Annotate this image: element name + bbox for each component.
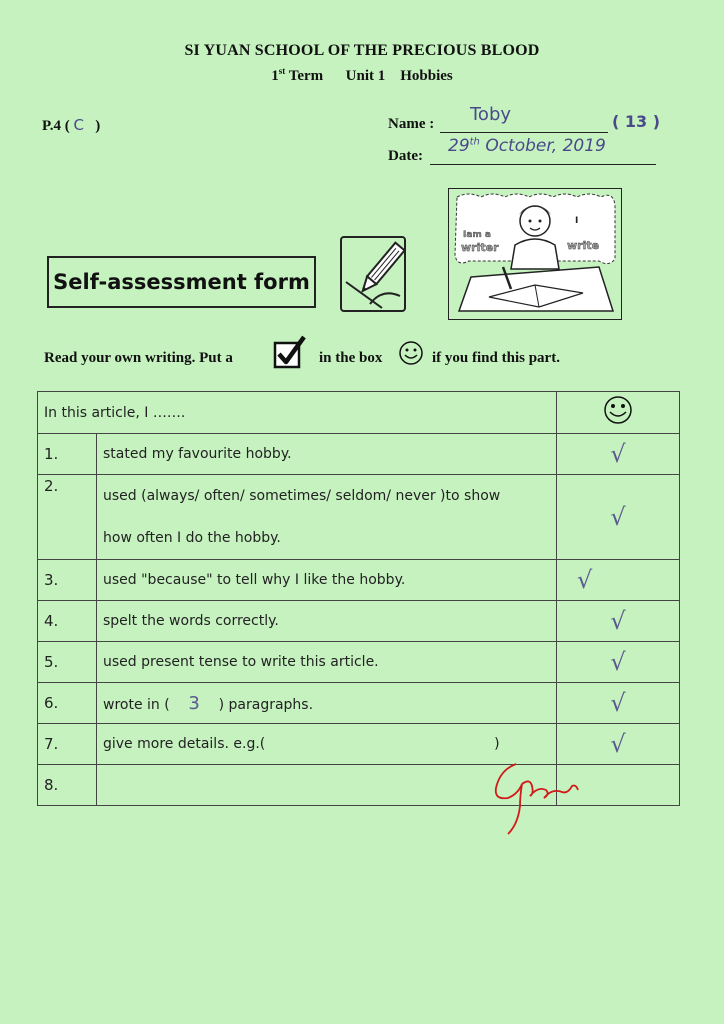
checkbox-tick-icon <box>272 335 308 371</box>
table-row <box>38 475 680 560</box>
date-label: Date: <box>388 148 423 164</box>
svg-text:write: write <box>567 239 600 252</box>
row-text: spelt the words correctly. <box>97 601 557 642</box>
date-underline <box>430 164 656 165</box>
date-rest: October, 2019 <box>485 136 606 156</box>
row-tick: √ <box>557 683 680 724</box>
instruction-part3: if you find this part. <box>432 350 560 366</box>
topic-label: Hobbies <box>400 68 453 84</box>
row-number: 7. <box>38 724 97 765</box>
row-number <box>38 475 97 560</box>
name-value: Toby <box>470 104 512 125</box>
row-number: 6. <box>38 683 97 724</box>
row-tick: √ <box>557 560 680 601</box>
row-number: 5. <box>38 642 97 683</box>
row-tick: √ <box>557 434 680 475</box>
class-number: ( 13 ) <box>612 112 661 131</box>
class-value: C <box>73 116 85 134</box>
row-number: 4. <box>38 601 97 642</box>
term-number: 1 <box>271 68 279 84</box>
row-text <box>97 724 557 765</box>
school-name: SI YUAN SCHOOL OF THE PRECIOUS BLOOD <box>184 42 540 59</box>
boy-writing-illustration <box>448 188 622 320</box>
date-suffix: th <box>469 136 480 148</box>
table-header: In this article, I ……. <box>38 392 557 434</box>
row-text-end: ) <box>494 736 500 752</box>
name-label: Name : <box>388 116 435 132</box>
row-number-text: 2. <box>44 477 59 495</box>
class-label: P.4 ( <box>42 118 70 134</box>
instruction-part2: in the box <box>319 350 383 366</box>
row-number: 8. <box>38 765 97 806</box>
svg-text:I: I <box>575 216 579 226</box>
row-text: used "because" to tell why I like the hobby. <box>97 560 557 601</box>
row-text: used present tense to write this article. <box>97 642 557 683</box>
row-text-before: wrote in ( <box>103 696 170 713</box>
class-close: ) <box>95 118 101 134</box>
table-row <box>38 434 680 475</box>
smiley-header-icon <box>602 394 634 426</box>
row-tick: √ <box>557 724 680 765</box>
row-text-line1: used (always/ often/ sometimes/ seldom/ never )to show <box>103 488 501 504</box>
row-text <box>97 765 557 806</box>
table-header-row <box>38 392 680 434</box>
self-assessment-table <box>37 391 680 806</box>
row-text <box>97 475 557 560</box>
row-tick: √ <box>557 475 680 560</box>
row-text-after: ) paragraphs. <box>218 696 314 713</box>
pencil-paper-icon <box>340 236 406 312</box>
smiley-icon <box>398 340 424 366</box>
teacher-signature <box>490 756 590 838</box>
date-day: 29 <box>448 136 470 156</box>
term-unit-line <box>0 66 724 85</box>
table-row <box>38 683 680 724</box>
svg-text:Iam a: Iam a <box>463 230 492 240</box>
smiley-header-cell <box>557 392 680 434</box>
class-field <box>42 116 100 135</box>
row-tick: √ <box>557 601 680 642</box>
name-underline <box>440 132 608 133</box>
table-row <box>38 601 680 642</box>
row-number: 1. <box>38 434 97 475</box>
row-text: stated my favourite hobby. <box>97 434 557 475</box>
svg-text:writer: writer <box>461 241 499 254</box>
date-value <box>448 136 606 156</box>
row-number: 3. <box>38 560 97 601</box>
row-text-line2: how often I do the hobby. <box>103 530 281 546</box>
row-text-start: give more details. e.g.( <box>103 736 266 752</box>
term-suffix: st <box>278 66 286 76</box>
row-tick: √ <box>557 642 680 683</box>
unit-label: Unit 1 <box>345 68 386 84</box>
table-row <box>38 642 680 683</box>
term-word: Term <box>288 68 324 84</box>
table-row <box>38 560 680 601</box>
paragraph-count-value: 3 <box>188 692 200 714</box>
form-title: Self-assessment form <box>47 256 316 308</box>
instruction-part1: Read your own writing. Put a <box>44 350 233 366</box>
row-text <box>97 683 557 724</box>
